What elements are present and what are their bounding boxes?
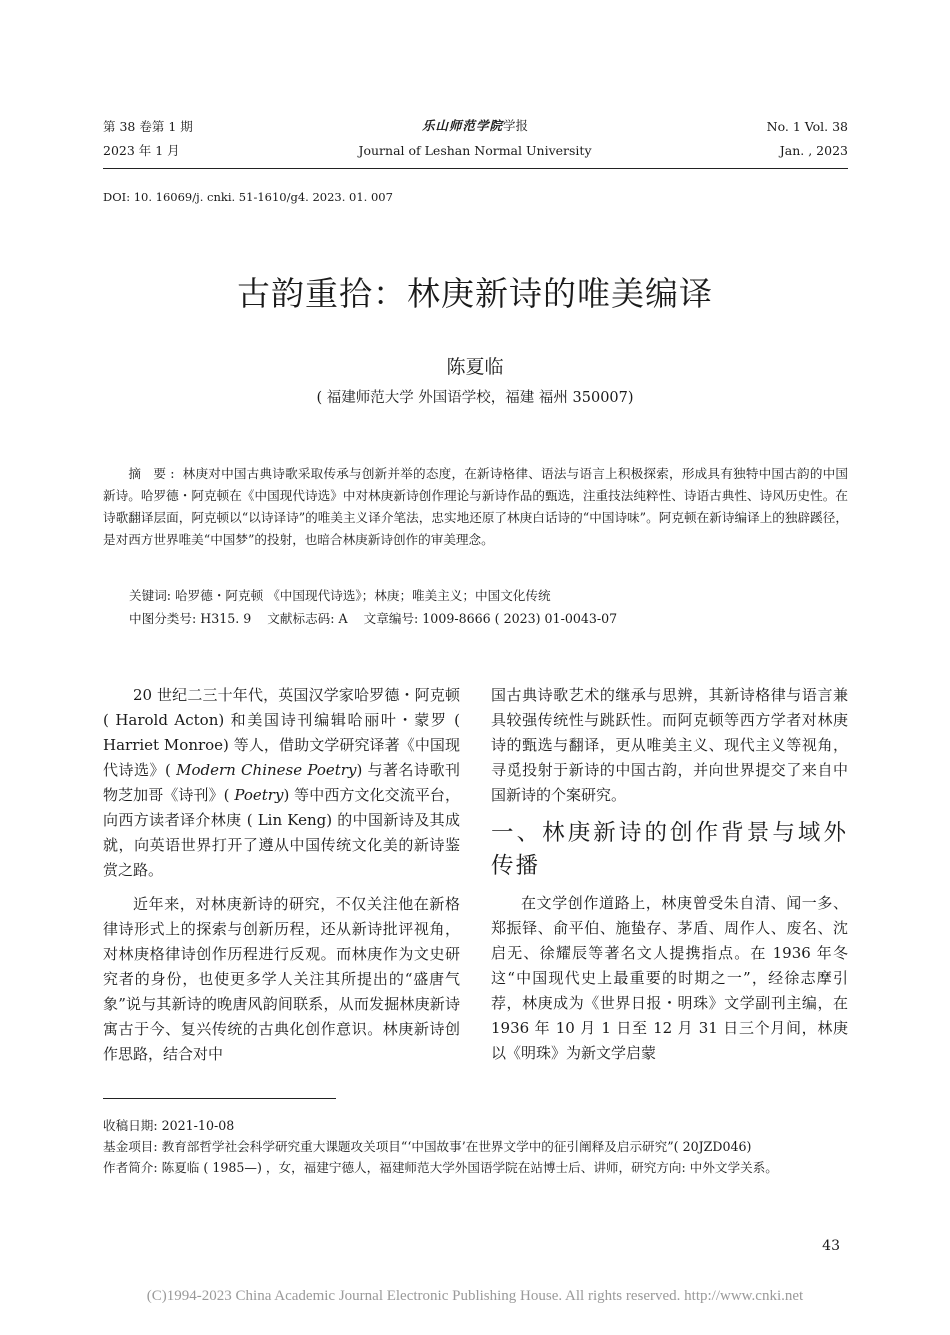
header-issue-en: No. 1 Vol. 38	[766, 119, 848, 134]
footnote-rule	[103, 1098, 336, 1099]
keywords	[129, 585, 551, 607]
body-paragraph	[103, 683, 460, 883]
doc-code-value: A	[338, 611, 348, 626]
keywords-label: 关键词:	[129, 588, 172, 603]
footnote-fund: 基金项目: 教育部哲学社会科学研究重大课题攻关项目“‘中国故事’在世界文学中的征引阐释及启示研究”( 20JZD046)	[103, 1139, 752, 1154]
footnote-received: 收稿日期: 2021-10-08	[103, 1118, 235, 1133]
article-title: 古韵重拾：林庚新诗的唯美编译	[237, 274, 713, 313]
text-run: 20 世纪二三十年代，英国汉学家哈罗德・阿克顿 ( Harold Acton) 和美国诗刊编辑哈丽叶・蒙罗 ( Harriet Monroe) 等人，借助文学研究译著《中国现代诗选》(	[103, 686, 460, 779]
clc-label: 中图分类号:	[129, 611, 197, 626]
classification-line	[129, 608, 617, 630]
section-heading: 一、林庚新诗的创作背景与域外传播	[491, 820, 848, 879]
copyright-notice: (C)1994-2023 China Academic Journal Electronic Publishing House. All rights reserved. http://www.cnki.net	[146, 1288, 804, 1304]
text-run: ) 等中西方文化交流平台，向西方读者译介林庚 ( Lin Keng) 的中国新诗及其成就，向英语世界打开了遵从中国传统文化美的新诗鉴赏之路。	[103, 786, 460, 879]
body-paragraph: 在文学创作道路上，林庚曾受朱自清、闻一多、郑振铎、俞平伯、施蛰存、茅盾、周作人、废名、沈启无、徐耀辰等著名文人提携指点。在 1936 年冬这“中国现代史上最重要的时期之一”，经徐志摩引荐，林庚成为《世界日报・明珠》文学副刊主编，在 1936 年 10 月 1 日至 12 月 31 日三个月间，林庚以《明珠》为新文学启蒙	[491, 894, 848, 1062]
body-right-column	[491, 683, 848, 1075]
doi: DOI: 10. 16069/j. cnki. 51-1610/g4. 2023. 01. 007	[103, 190, 393, 204]
page-number: 43	[822, 1238, 840, 1254]
article-no-value: 1009-8666 ( 2023) 01-0043-07	[422, 611, 618, 626]
footnotes	[103, 1115, 848, 1178]
italic-title: Poetry	[234, 786, 284, 804]
author-affiliation: ( 福建师范大学 外国语学校，福建 福州 350007)	[316, 390, 634, 406]
abstract-text: 林庚对中国古典诗歌采取传承与创新并举的态度，在新诗格律、语法与语言上积极探索，形成具有独特中国古韵的中国新诗。哈罗德・阿克顿在《中国现代诗选》中对林庚新诗创作理论与新诗作品的甄选，注重技法纯粹性、诗语古典性、诗风历史性。在诗歌翻译层面，阿克顿以“以诗译诗”的唯美主义译介笔法，忠实地还原了林庚白话诗的“中国诗味”。阿克顿在新诗编译上的独辟蹊径，是对西方世界唯美“中国梦”的投射，也暗合林庚新诗创作的审美理念。	[103, 466, 849, 547]
header-journal-en: Journal of Leshan Normal University	[358, 143, 592, 158]
text-run: ) 与著名诗歌刊物芝加哥《诗刊》(	[103, 761, 461, 804]
abstract-label: 摘 要:	[128, 466, 179, 481]
author-name: 陈夏临	[446, 356, 504, 378]
header-date-en: Jan. , 2023	[779, 143, 848, 158]
journal-logo: 乐山师范学院	[421, 118, 503, 133]
header-rule	[103, 168, 848, 169]
article-no-label: 文章编号:	[363, 611, 419, 626]
body-paragraph: 近年来，对林庚新诗的研究，不仅关注他在新格律诗形式上的探索与创新历程，还从新诗批评视角，对林庚格律诗创作历程进行反观。而林庚作为文史研究者的身份，也使更多学人关注其所提出的“盛唐气象”说与其新诗的晚唐风韵间联系，从而发掘林庚新诗寓古于今、复兴传统的古典化创作意识。林庚新诗创作思路，结合对中	[103, 895, 460, 1063]
abstract	[103, 463, 848, 551]
italic-title: Modern Chinese Poetry	[176, 761, 357, 779]
header-volume-issue: 第 38 卷第 1 期	[103, 119, 193, 134]
keywords-text: 哈罗德・阿克顿 《中国现代诗选》；林庚；唯美主义；中国文化传统	[175, 588, 551, 603]
body-left-column	[103, 683, 460, 1076]
footnote-bio: 作者简介: 陈夏临 ( 1985—) ，女，福建宁德人，福建师范大学外国语学院在站博士后、讲师，研究方向: 中外文学关系。	[103, 1160, 778, 1175]
doc-code-label: 文献标志码:	[267, 611, 335, 626]
journal-name-suffix: 学报	[503, 118, 529, 133]
header-date: 2023 年 1 月	[103, 143, 180, 158]
body-paragraph: 国古典诗歌艺术的继承与思辨，其新诗格律与语言兼具较强传统性与跳跃性。而阿克顿等西方学者对林庚诗的甄选与翻译，更从唯美主义、现代主义等视角，寻觅投射于新诗的中国古韵，并向世界提交了来自中国新诗的个案研究。	[491, 686, 848, 804]
clc-value: H315. 9	[200, 611, 252, 626]
